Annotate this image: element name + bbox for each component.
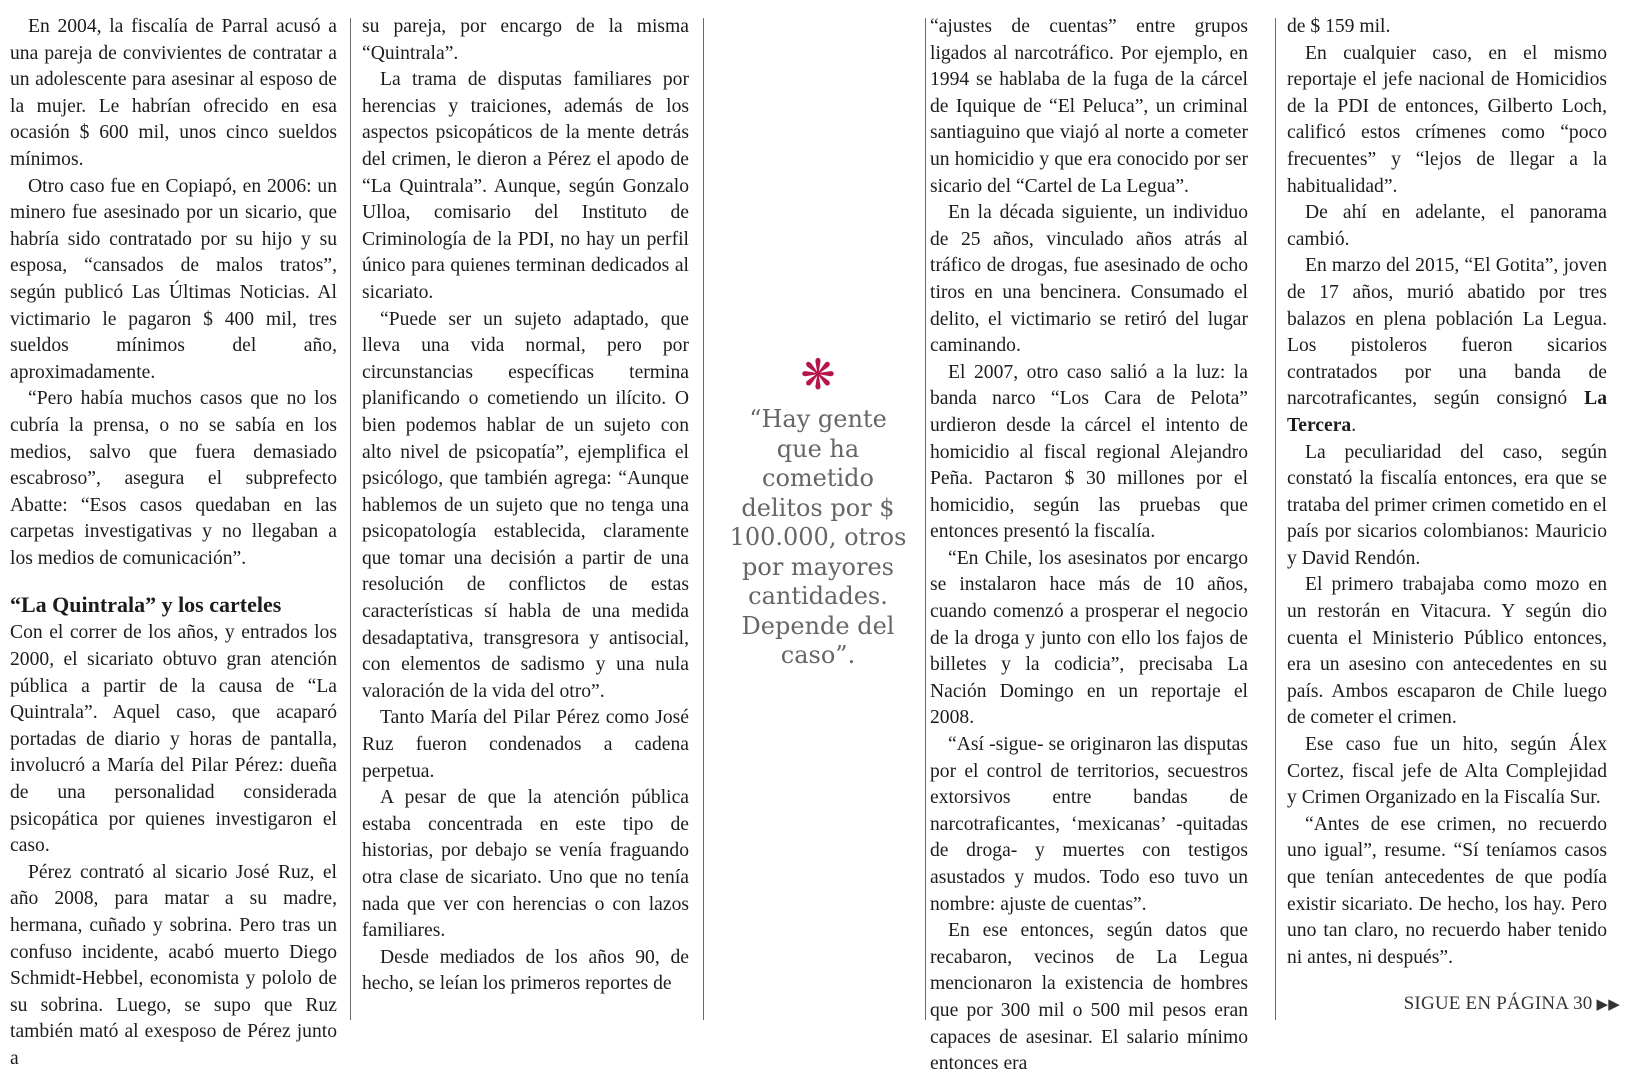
paragraph-text: En marzo del 2015, “El Gotita”, joven de 17 años, murió abatido por tres balazos en plena población La Legua. Los pistoleros fueron sicarios contratados por una banda de narcotraficantes, según consignó (1287, 255, 1607, 410)
paragraph: La trama de disputas familiares por herencias y traiciones, además de los aspectos psicopáticos de la mente detrás del crimen, le dieron a Pérez el apodo de “La Quintrala”. Aunque, según Gonzalo Ulloa, comisario del Instituto de Criminología de la PDI, no hay un perfil único para quienes terminan dedicados al sicariato. (362, 69, 689, 303)
pull-quote-text: “Hay gente que ha cometido delitos por $ 100.000, otros por mayores cantidades. Depende del caso”. (729, 405, 907, 669)
double-arrow-icon: ▶▶ (1596, 995, 1620, 1013)
paragraph (1287, 253, 1607, 439)
paragraph: “Antes de ese crimen, no recuerdo uno igual”, resume. “Sí teníamos casos que tenían antecedentes de que podía existir sicariato. De hecho, los hay. Pero uno tan claro, no recuerdo haber tenido ni antes, ni después”. (1287, 813, 1607, 968)
column-divider (1275, 18, 1276, 1020)
paragraph: “Pero había muchos casos que no los cubría la prensa, o no se sabía en los medios, salvo que fuera demasiado escabroso”, asegura el subprefecto Abatte: “Esos casos quedaban en las carpetas investigativas y no llegaban a los medios de comunicación”. (10, 388, 337, 569)
paragraph: “Así -sigue- se originaron las disputas por el control de territorios, secuestros extorsivos entre bandas de narcotraficantes, ‘mexicanas’ -quitadas de droga- y muertes con testigos asustados y mudos. Todo eso tuvo un nombre: ajuste de cuentas”. (930, 734, 1248, 915)
paragraph: Desde mediados de los años 90, de hecho, se leían los primeros reportes de (362, 946, 689, 995)
paragraph: de $ 159 mil. (1287, 16, 1391, 37)
paragraph: Tanto María del Pilar Pérez como José Ruz fueron condenados a cadena perpetua. (362, 707, 689, 782)
paragraph: Con el correr de los años, y entrados los 2000, el sicariato obtuvo gran atención pública a partir de la causa de “La Quintrala”. Aquel caso, que acaparó portadas de diario y horas de pantalla, involucró a María del Pilar Pérez: dueña de una personalidad considerada psicopática por quienes investigaron el caso. (10, 622, 337, 857)
paragraph: En 2004, la fiscalía de Parral acusó a una pareja de convivientes de contratar a un adolescente para asesinar al esposo de la mujer. Le habrían ofrecido en esa ocasión $ 600 mil, unos cinco sueldos mínimos. (10, 16, 337, 170)
continue-label: SIGUE EN PÁGINA 30 (1403, 993, 1593, 1014)
column-divider (350, 18, 351, 1020)
paragraph: En cualquier caso, en el mismo reportaje el jefe nacional de Homicidios de la PDI de entonces, Gilberto Loch, calificó estos crímenes como “poco frecuentes” y “lejos de llegar a la habitualidad”. (1287, 42, 1607, 197)
paragraph: “ajustes de cuentas” entre grupos ligados al narcotráfico. Por ejemplo, en 1994 se hablaba de la fuga de la cárcel de Iquique de “El Peluca”, un criminal santiaguino que viajó al norte a cometer un homicidio y que era conocido por ser sicario del “Cartel de La Legua”. (930, 16, 1248, 197)
paragraph: “En Chile, los asesinatos por encargo se instalaron hace más de 10 años, cuando comenzó a prosperar el negocio de la droga y junto con ello los fajos de billetes y la codicia”, precisaba La Nación Domingo en un reportaje el 2008. (930, 547, 1248, 729)
paragraph: Otro caso fue en Copiapó, en 2006: un minero fue asesinado por un sicario, que habría sido contratado por su hijo y su esposa, “cansados de malos tratos”, según publicó Las Últimas Noticias. Al victimario le pagaron $ 400 mil, tres sueldos mínimos del año, aproximadamente. (10, 175, 337, 383)
paragraph: En la década siguiente, un individuo de 25 años, vinculado años atrás al tráfico de drogas, fue asesinado de ocho tiros en una bencinera. Consumado el delito, el victimario se retiró del lugar caminando. (930, 202, 1248, 357)
paragraph-text: . (1351, 414, 1357, 436)
paragraph: La peculiaridad del caso, según constató la fiscalía entonces, era que se trataba del primer crimen cometido en el país por sicarios colombianos: Mauricio y David Rendón. (1287, 441, 1607, 569)
newspaper-name: La Tercera (1287, 388, 1607, 436)
article-column-4 (1287, 14, 1607, 974)
article-column-1 (10, 14, 337, 1069)
section-heading: “La Quintrala” y los carteles (10, 592, 282, 618)
pull-quote (728, 350, 908, 671)
asterisk-icon: ❋ (800, 350, 836, 399)
paragraph: A pesar de que la atención pública estaba concentrada en este tipo de historias, por debajo se venía fraguando otra clase de sicariato. Uno que no tenía nada que ver con herencias o con lazos familiares. (362, 787, 689, 942)
column-divider (925, 18, 926, 1020)
column-divider (703, 18, 704, 1020)
paragraph: Pérez contrató al sicario José Ruz, el año 2008, para matar a su madre, hermana, cuñado y sobrina. Pero tras un confuso incidente, acabó muerto Diego Schmidt-Hebbel, economista y pololo de su sobrina. Luego, se supo que Ruz también mató al exesposo de Pérez junto a (10, 861, 337, 1069)
paragraph: El primero trabajaba como mozo en un restorán en Vitacura. Y según dio cuenta el Ministerio Público entonces, era un asesino con antecedentes en su país. Ambos escaparon de Chile luego de cometer el crimen. (1287, 574, 1607, 729)
paragraph: “Puede ser un sujeto adaptado, que lleva una vida normal, pero por circunstancias específicas termina planificando o cometiendo un ilícito. O bien podemos hablar de un sujeto con alto nivel de psicopatía”, ejemplifica el psicólogo, que también agrega: “Aunque hablemos de un sujeto que no tenga una psicopatología establecida, claramente que tomar una decisión a partir de una resolución de conflictos de estas características sí habla de una medida desadaptativa, transgresora y antisocial, con elementos de sadismo y una nula valoración de la vida del otro”. (362, 308, 689, 702)
paragraph: su pareja, por encargo de la misma “Quintrala”. (362, 16, 689, 64)
paragraph: En ese entonces, según datos que recabaron, vecinos de La Legua mencionaron la existencia de hombres que por 300 mil o 500 mil pesos eran capaces de asesinar. El salario mínimo entonces era (930, 920, 1248, 1075)
paragraph: Ese caso fue un hito, según Álex Cortez, fiscal jefe de Alta Complejidad y Crimen Organizado en la Fiscalía Sur. (1287, 734, 1607, 809)
continue-on-page-link[interactable] (1370, 993, 1620, 1015)
paragraph: De ahí en adelante, el panorama cambió. (1287, 202, 1607, 250)
article-column-2 (362, 14, 689, 1024)
article-column-3 (930, 14, 1248, 1075)
paragraph: El 2007, otro caso salió a la luz: la banda narco “Los Cara de Pelota” urdieron desde la cárcel el intento de homicidio al fiscal regional Alejandro Peña. Pactaron $ 30 millones por el homicidio, según las pruebas que entonces presentó la fiscalía. (930, 361, 1248, 543)
